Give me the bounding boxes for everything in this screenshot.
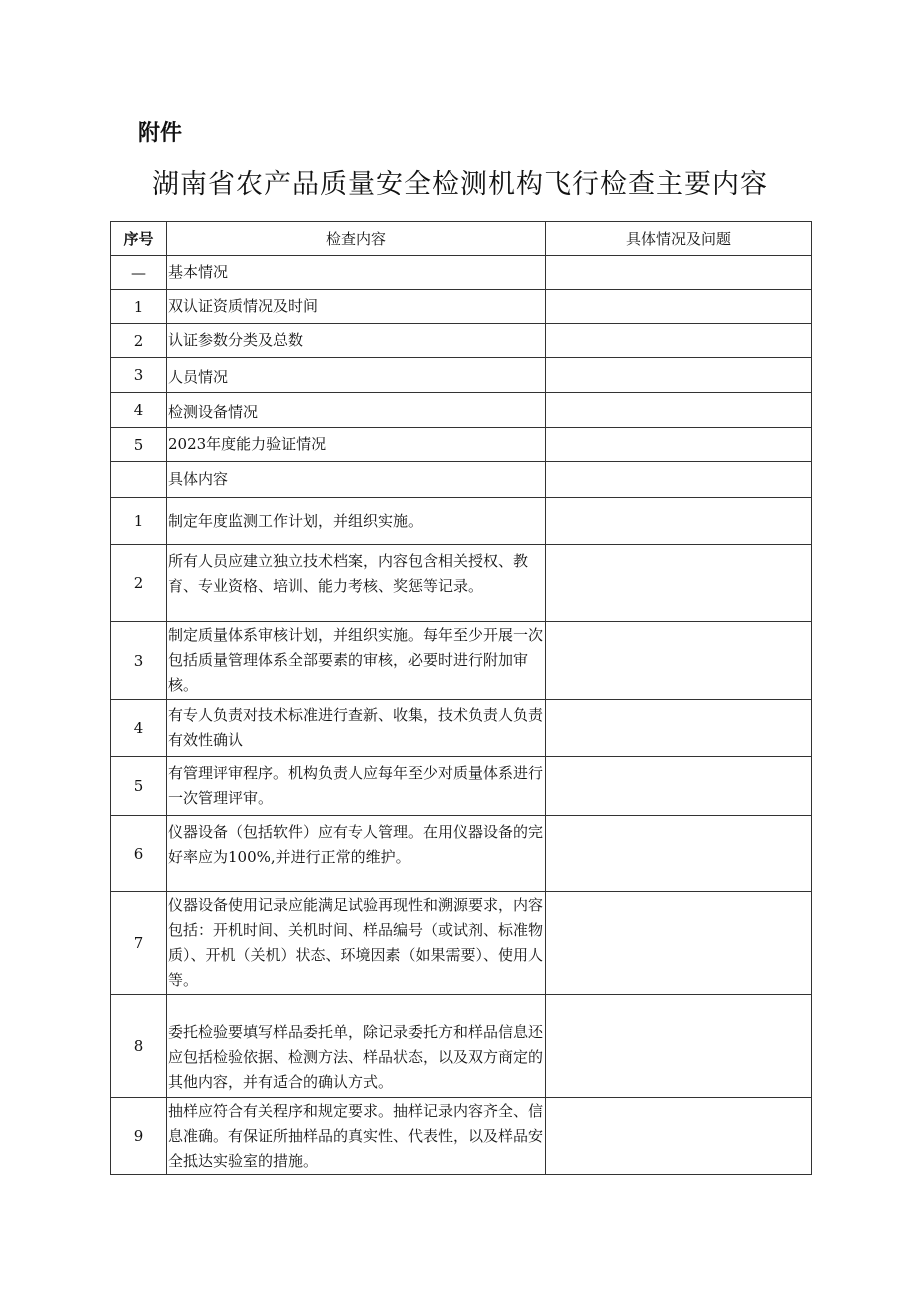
row-findings-cell[interactable]: [546, 428, 812, 462]
row-number: 3: [111, 622, 167, 700]
row-findings-cell[interactable]: [546, 757, 812, 816]
row-findings-cell[interactable]: [546, 498, 812, 545]
row-inspection-item: 检测设备情况: [167, 393, 546, 428]
row-inspection-item: 2023年度能力验证情况: [167, 428, 546, 462]
row-number: —: [111, 256, 167, 290]
row-findings-cell[interactable]: [546, 700, 812, 757]
row-number: 8: [111, 995, 167, 1098]
row-inspection-item: 双认证资质情况及时间: [167, 290, 546, 324]
row-findings-cell[interactable]: [546, 1098, 812, 1175]
table-row: [111, 358, 812, 393]
row-inspection-item: 认证参数分类及总数: [167, 324, 546, 358]
row-number: 4: [111, 393, 167, 428]
row-inspection-item: 具体内容: [167, 462, 546, 498]
row-number: 4: [111, 700, 167, 757]
row-findings-cell[interactable]: [546, 290, 812, 324]
row-findings-cell[interactable]: [546, 995, 812, 1098]
header-number: 序号: [111, 222, 167, 256]
row-inspection-item: 委托检验要填写样品委托单，除记录委托方和样品信息还应包括检验依据、检测方法、样品状态，以及双方商定的其他内容，并有适合的确认方式。: [167, 995, 546, 1098]
row-number: 5: [111, 757, 167, 816]
row-number: 5: [111, 428, 167, 462]
row-findings-cell[interactable]: [546, 462, 812, 498]
table-row: [111, 1098, 812, 1175]
row-inspection-item: 仪器设备（包括软件）应有专人管理。在用仪器设备的完好率应为100%,并进行正常的维护。: [167, 816, 546, 892]
table-row: [111, 622, 812, 700]
table-row: [111, 393, 812, 428]
row-number: [111, 462, 167, 498]
row-inspection-item: 基本情况: [167, 256, 546, 290]
row-inspection-item: 抽样应符合有关程序和规定要求。抽样记录内容齐全、信息准确。有保证所抽样品的真实性、代表性，以及样品安全抵达实验室的措施。: [167, 1098, 546, 1175]
row-findings-cell[interactable]: [546, 622, 812, 700]
table-row: [111, 892, 812, 995]
table-row: [111, 428, 812, 462]
row-inspection-item: 仪器设备使用记录应能满足试验再现性和溯源要求，内容包括：开机时间、关机时间、样品编号（或试剂、标准物质）、开机（关机）状态、环境因素（如果需要）、使用人等。: [167, 892, 546, 995]
table-row: [111, 545, 812, 622]
row-findings-cell[interactable]: [546, 358, 812, 393]
inspection-checklist-table: [110, 221, 812, 1175]
row-inspection-item: 制定年度监测工作计划，并组织实施。: [167, 498, 546, 545]
row-inspection-item: 有专人负责对技术标准进行查新、收集，技术负责人负责有效性确认: [167, 700, 546, 757]
document-title: 湖南省农产品质量安全检测机构飞行检查主要内容: [152, 169, 768, 200]
table-row: [111, 498, 812, 545]
header-findings: 具体情况及问题: [546, 222, 812, 256]
row-findings-cell[interactable]: [546, 545, 812, 622]
row-findings-cell[interactable]: [546, 393, 812, 428]
row-inspection-item: 人员情况: [167, 358, 546, 393]
row-inspection-item: 所有人员应建立独立技术档案，内容包含相关授权、教育、专业资格、培训、能力考核、奖惩等记录。: [167, 545, 546, 622]
row-findings-cell[interactable]: [546, 892, 812, 995]
header-inspection-item: 检查内容: [167, 222, 546, 256]
row-number: 1: [111, 290, 167, 324]
row-findings-cell[interactable]: [546, 324, 812, 358]
row-inspection-item: 制定质量体系审核计划，并组织实施。每年至少开展一次包括质量管理体系全部要素的审核，必要时进行附加审核。: [167, 622, 546, 700]
table-row: [111, 290, 812, 324]
row-number: 1: [111, 498, 167, 545]
row-number: 3: [111, 358, 167, 393]
table-row: [111, 995, 812, 1098]
row-inspection-item: 有管理评审程序。机构负责人应每年至少对质量体系进行一次管理评审。: [167, 757, 546, 816]
row-number: 2: [111, 545, 167, 622]
attachment-label: 附件: [138, 121, 183, 146]
table-row: [111, 700, 812, 757]
table-row: [111, 256, 812, 290]
row-number: 6: [111, 816, 167, 892]
table-row: [111, 816, 812, 892]
table-row: [111, 757, 812, 816]
table-row: [111, 462, 812, 498]
table-header-row: [111, 222, 812, 256]
row-number: 9: [111, 1098, 167, 1175]
row-findings-cell[interactable]: [546, 816, 812, 892]
table-row: [111, 324, 812, 358]
row-number: 7: [111, 892, 167, 995]
row-number: 2: [111, 324, 167, 358]
row-findings-cell[interactable]: [546, 256, 812, 290]
